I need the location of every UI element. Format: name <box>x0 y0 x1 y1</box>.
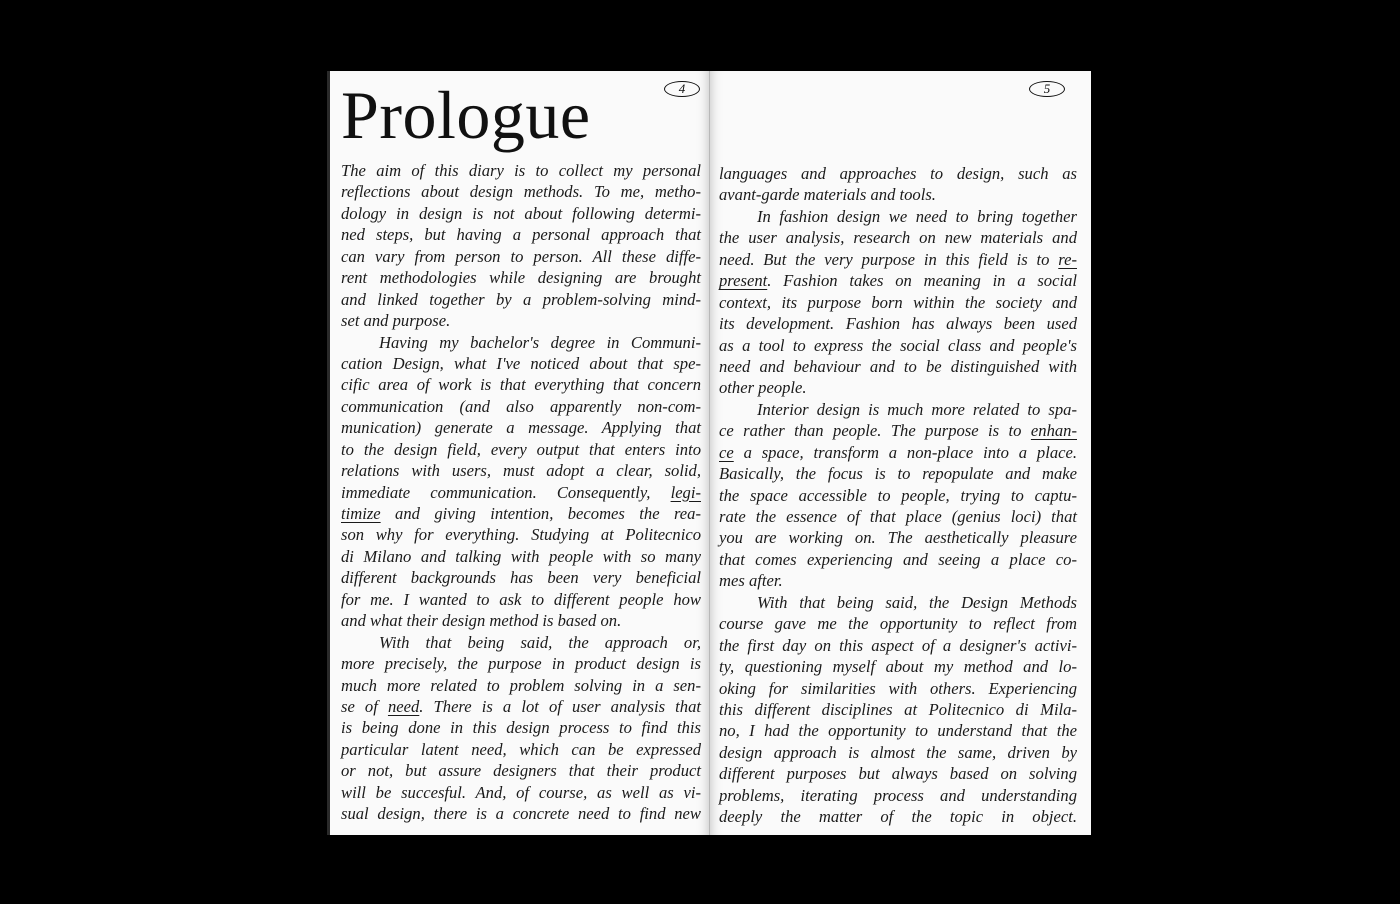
text-line <box>341 717 701 738</box>
text-run: relations with users, must adopt a clear, solid, <box>341 461 701 481</box>
text-run: dology in design is not about following determi- <box>341 203 701 223</box>
text-run: for me. I wanted to ask to different people how <box>341 589 701 609</box>
text-line <box>719 184 1077 205</box>
text-line <box>719 527 1077 548</box>
text-line <box>341 396 701 417</box>
text-line <box>341 675 701 696</box>
text-line <box>719 335 1077 356</box>
page-number-badge: 4 <box>664 81 700 97</box>
text-run: design approach is almost the same, driven by <box>719 742 1077 762</box>
text-run: need and behaviour and to be distinguished with <box>719 356 1077 376</box>
text-line <box>719 270 1077 291</box>
underlined-word: timize <box>341 504 381 523</box>
text-line <box>719 313 1077 334</box>
text-line <box>719 635 1077 656</box>
text-line <box>719 356 1077 377</box>
text-run: With that being said, the approach or, <box>379 632 701 652</box>
text-run: sual design, there is a concrete need to find new <box>341 804 701 824</box>
text-run: set and purpose. <box>341 311 451 331</box>
text-run: cation Design, what I've noticed about that spe- <box>341 353 701 373</box>
left-page <box>327 71 710 835</box>
text-line <box>719 463 1077 484</box>
text-line <box>341 181 701 202</box>
text-run: can vary from person to person. All these diffe- <box>341 246 701 266</box>
text-run: context, its purpose born within the society and <box>719 292 1077 312</box>
text-line <box>719 420 1077 441</box>
text-run: munication) generate a message. Applying that <box>341 418 701 438</box>
text-line <box>341 203 701 224</box>
text-run: different backgrounds has been very beneficial <box>341 568 701 588</box>
text-run: ned steps, but having a personal approach that <box>341 225 701 245</box>
text-line <box>341 267 701 288</box>
text-line <box>719 806 1077 827</box>
text-line <box>341 289 701 310</box>
underlined-word: need <box>387 696 420 716</box>
text-line <box>719 549 1077 570</box>
text-run: no, I had the opportunity to understand that the <box>719 721 1077 741</box>
text-line <box>341 310 701 331</box>
text-run: . There is a lot of user analysis that <box>419 696 701 716</box>
text-line <box>341 503 701 524</box>
text-run: to the design field, every output that enters into <box>341 439 701 459</box>
text-line <box>719 785 1077 806</box>
text-run: the first day on this aspect of a designer's activi- <box>719 635 1077 655</box>
text-line <box>341 632 701 653</box>
text-line <box>719 570 1077 591</box>
text-line <box>341 482 701 503</box>
text-line <box>719 292 1077 313</box>
text-run: is being done in this design process to find this <box>341 718 701 738</box>
text-line <box>719 227 1077 248</box>
text-line <box>341 739 701 760</box>
text-run: immediate communication. Consequently, <box>341 482 671 502</box>
underlined-word: re- <box>1058 249 1077 269</box>
text-line <box>719 249 1077 270</box>
text-run: ty, questioning myself about my method and lo- <box>719 657 1077 677</box>
text-line <box>341 696 701 717</box>
text-run: In fashion design we need to bring together <box>757 206 1077 226</box>
text-run: or not, but assure designers that their product <box>341 761 701 781</box>
text-line <box>719 377 1077 398</box>
text-line <box>719 720 1077 741</box>
text-line <box>719 656 1077 677</box>
text-run: With that being said, the Design Methods <box>757 592 1077 612</box>
text-line <box>341 224 701 245</box>
text-run: this different disciplines at Politecnico di Mila- <box>719 699 1077 719</box>
text-run: avant-garde materials and tools. <box>719 185 936 205</box>
text-run: oking for similarities with others. Experiencing <box>719 678 1077 698</box>
text-line <box>341 610 701 631</box>
text-run: reflections about design methods. To me, metho- <box>341 182 701 202</box>
text-run: deeply the matter of the topic in object. <box>719 807 1077 827</box>
text-line <box>719 506 1077 527</box>
text-run: will be succesful. And, of course, as well as vi- <box>341 782 701 802</box>
text-run: particular latent need, which can be expressed <box>341 739 701 759</box>
text-line <box>341 567 701 588</box>
text-line <box>341 374 701 395</box>
text-run: Interior design is much more related to spa- <box>757 399 1077 419</box>
text-run: rate the essence of that place (genius loci) that <box>719 507 1077 526</box>
text-line <box>719 763 1077 784</box>
text-run: you are working on. The aesthetically pleasure <box>719 528 1077 548</box>
text-run: The aim of this diary is to collect my personal <box>341 161 701 180</box>
underlined-word: enhan- <box>1030 421 1077 441</box>
text-line <box>341 332 701 353</box>
book-spread <box>327 71 1091 835</box>
text-run: different purposes but always based on solving <box>719 764 1077 784</box>
underlined-word: legi- <box>670 482 701 502</box>
text-run: Having my bachelor's degree in Communi- <box>379 332 701 352</box>
text-run: and giving intention, becomes the rea- <box>380 504 701 523</box>
text-run: problems, iterating process and understanding <box>719 785 1077 805</box>
text-line <box>341 160 701 181</box>
text-run: that comes experiencing and seeing a place co- <box>719 549 1077 569</box>
text-run: need. But the very purpose in this field is to <box>719 249 1059 269</box>
text-run: and what their design method is based on. <box>341 611 622 631</box>
text-line <box>719 442 1077 463</box>
text-run: course gave me the opportunity to reflect from <box>719 614 1077 634</box>
body-text-right <box>719 163 1077 828</box>
text-line <box>719 399 1077 420</box>
text-run: di Milano and talking with people with so many <box>341 546 701 566</box>
text-line <box>719 485 1077 506</box>
text-run: and linked together by a problem-solving mind- <box>341 289 701 309</box>
text-line <box>719 699 1077 720</box>
text-run: rent methodologies while designing are brought <box>341 268 701 288</box>
text-line <box>341 653 701 674</box>
text-run: son why for everything. Studying at Politecnico <box>341 525 701 545</box>
text-line <box>719 592 1077 613</box>
text-run: a space, transform a non-place into a place. <box>733 442 1077 462</box>
text-run: much more related to problem solving in a sen- <box>341 675 701 695</box>
text-run: the user analysis, research on new materials and <box>719 228 1077 248</box>
text-run: se of <box>341 696 388 716</box>
text-line <box>719 206 1077 227</box>
text-run: ce rather than people. The purpose is to <box>719 421 1031 441</box>
text-line <box>341 246 701 267</box>
underlined-word: ce <box>719 442 734 462</box>
text-line <box>341 546 701 567</box>
text-line <box>341 760 701 781</box>
text-line <box>341 782 701 803</box>
right-page <box>710 71 1091 835</box>
page-number-badge: 5 <box>1029 81 1065 97</box>
text-run: cific area of work is that everything that concern <box>341 375 701 395</box>
text-line <box>341 460 701 481</box>
text-line <box>341 803 701 824</box>
text-line <box>341 524 701 545</box>
text-line <box>719 163 1077 184</box>
text-run: more precisely, the purpose in product design is <box>341 654 701 674</box>
text-run: other people. <box>719 378 807 398</box>
page-title: Prologue <box>341 77 591 153</box>
text-line <box>341 353 701 374</box>
underlined-word: present <box>719 271 768 291</box>
text-line <box>341 417 701 438</box>
text-line <box>341 439 701 460</box>
text-line <box>719 678 1077 699</box>
text-line <box>719 613 1077 634</box>
text-run: the space accessible to people, trying to captu- <box>719 485 1077 505</box>
text-run: its development. Fashion has always been used <box>719 314 1077 334</box>
text-run: . Fashion takes on meaning in a social <box>767 271 1077 291</box>
text-run: communication (and also apparently non-com- <box>341 396 701 416</box>
text-run: Basically, the focus is to repopulate and make <box>719 464 1077 484</box>
text-run: as a tool to express the social class and people's <box>719 335 1077 355</box>
text-run: languages and approaches to design, such as <box>719 164 1077 183</box>
text-line <box>719 742 1077 763</box>
text-run: mes after. <box>719 571 783 591</box>
text-line <box>341 589 701 610</box>
body-text-left <box>341 160 701 825</box>
